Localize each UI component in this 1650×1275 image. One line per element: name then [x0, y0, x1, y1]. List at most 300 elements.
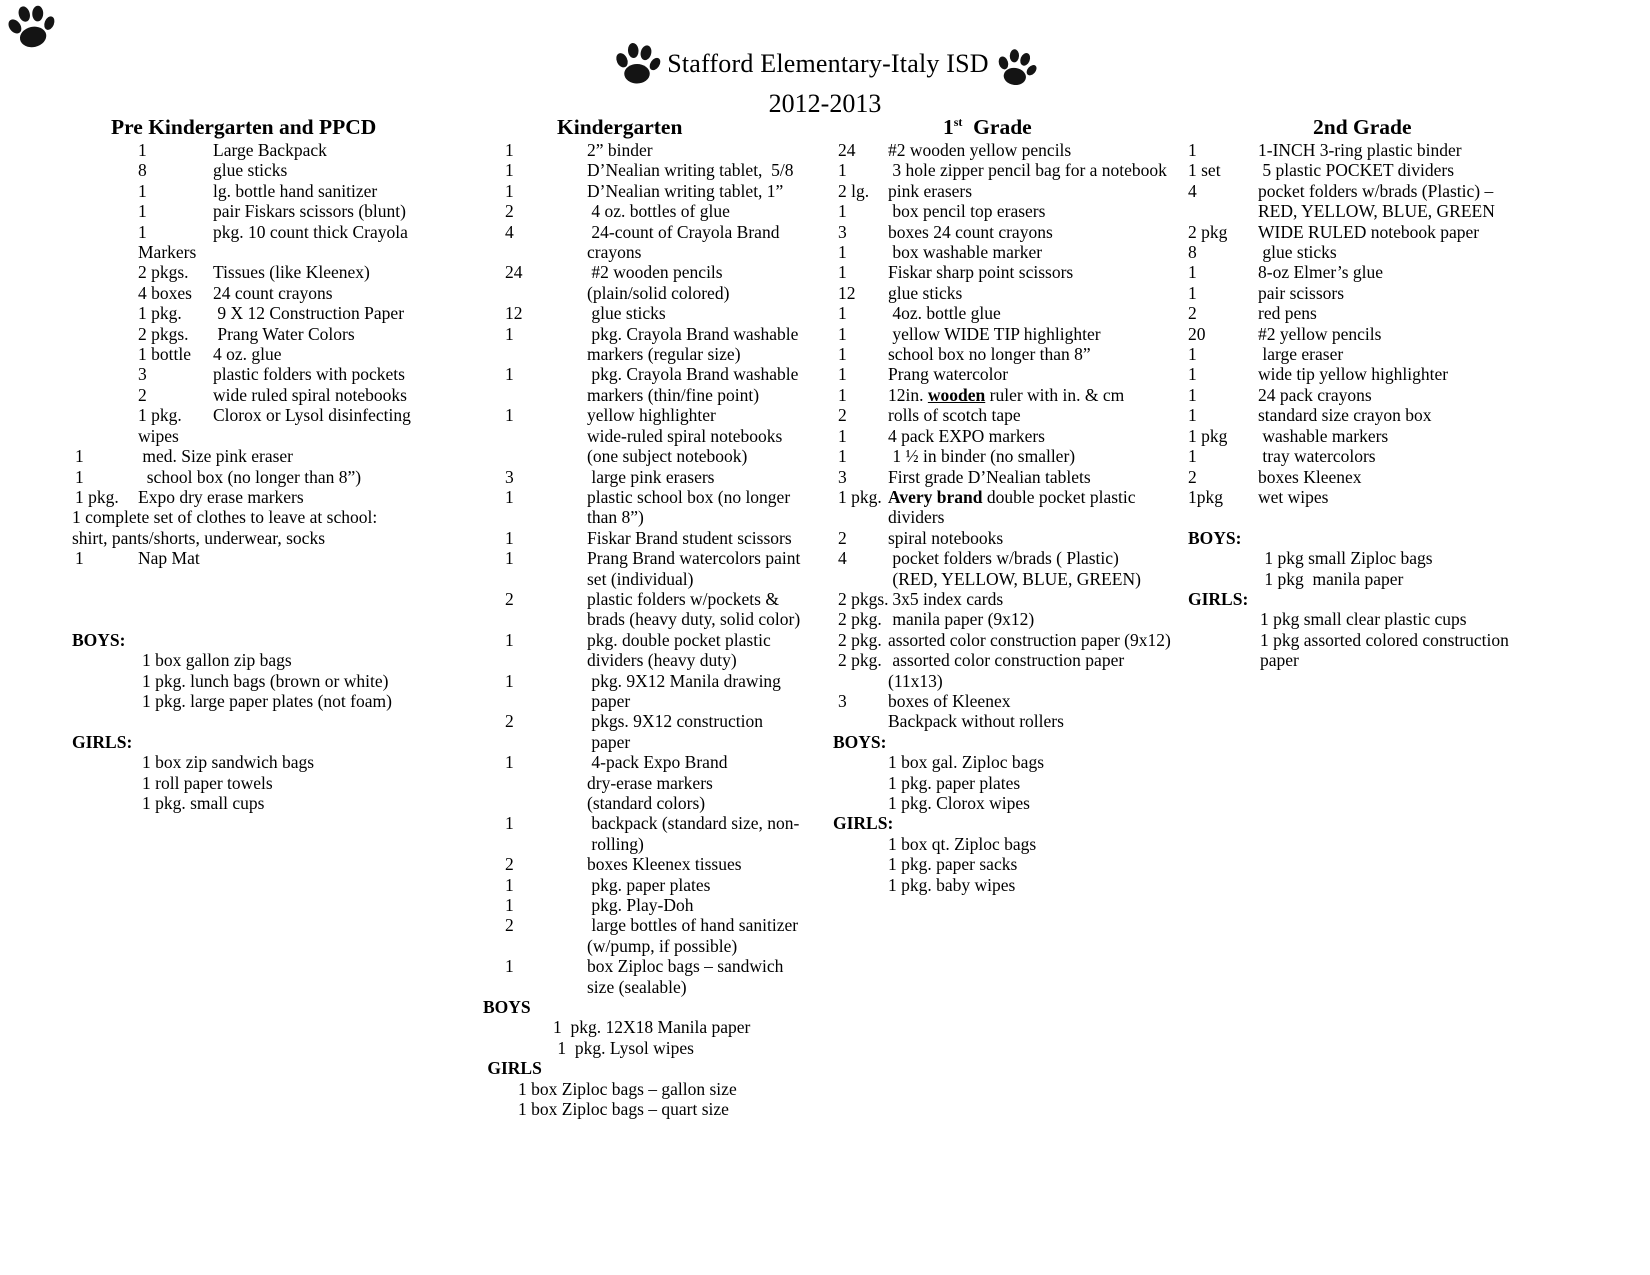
item-qty: 24 — [838, 140, 856, 160]
school-year: 2012-2013 — [768, 89, 882, 118]
item-desc: manila paper (9x12) — [888, 609, 1035, 630]
item-desc: wide-ruled spiral notebooks — [587, 425, 783, 446]
item-qty: 2 lg. — [838, 180, 870, 201]
column-header: Kindergarten — [557, 115, 683, 139]
item-qty: 1 — [1188, 262, 1197, 283]
item-qty: 2 — [838, 405, 847, 426]
list-item — [1188, 426, 1528, 446]
item-desc: pink erasers — [888, 180, 973, 201]
list-item — [483, 752, 863, 772]
item-continuation — [483, 426, 863, 446]
item-qty — [483, 650, 587, 670]
item-desc: crayons — [587, 242, 642, 263]
list-item — [483, 548, 863, 568]
list-item — [72, 222, 477, 242]
item-desc: pkg. 10 count thick Crayola — [213, 221, 408, 242]
spacer — [1188, 507, 1528, 527]
item-qty: 1 — [138, 180, 147, 201]
item-qty: 1 pkg. — [838, 486, 882, 507]
item-qty — [483, 385, 587, 405]
item-desc: rolls of scotch tape — [888, 405, 1021, 426]
column-1st-grade — [833, 115, 1228, 895]
item-desc: boxes Kleenex — [1258, 466, 1362, 487]
item-qty: 3 — [505, 466, 514, 487]
item-desc: 4oz. bottle glue — [888, 303, 1001, 324]
item-qty: 4 — [505, 221, 514, 242]
item-desc: (plain/solid colored) — [587, 282, 730, 303]
item-qty: 1 — [1188, 344, 1197, 365]
item-qty: 1 — [838, 364, 847, 385]
list-item — [1188, 303, 1528, 323]
list-item — [1188, 262, 1528, 282]
item-continuation — [483, 446, 863, 466]
section-label: BOYS: — [1188, 527, 1242, 548]
list-item — [1188, 181, 1528, 201]
item-qty: 1 — [505, 323, 514, 344]
item-desc: glue sticks — [587, 303, 666, 324]
item-desc: box Ziploc bags – sandwich — [587, 956, 784, 977]
item-desc: 4-pack Expo Brand — [587, 752, 728, 773]
item-qty: 1 — [1188, 364, 1197, 385]
item-desc: WIDE RULED notebook paper — [1258, 221, 1480, 242]
item-qty: 1 — [838, 303, 847, 324]
list-item — [72, 405, 477, 425]
item-desc: Prang watercolor — [888, 364, 1009, 385]
list-item — [483, 915, 863, 935]
item-qty: 3 — [838, 690, 847, 711]
item-desc: yellow WIDE TIP highlighter — [888, 323, 1101, 344]
item-qty: 1 — [505, 813, 514, 834]
list-item — [833, 160, 1228, 180]
item-desc: glue sticks — [888, 282, 963, 303]
item-continuation — [72, 426, 477, 446]
page-title: Stafford Elementary-Italy ISD — [667, 49, 989, 78]
item-desc: Avery brand double pocket plastic — [888, 486, 1136, 507]
item-qty — [483, 732, 587, 752]
section-label: BOYS — [483, 997, 531, 1018]
list-item — [833, 262, 1228, 282]
item-qty: 1 — [505, 160, 514, 181]
item-desc: washable markers — [1258, 425, 1389, 446]
list-item — [1188, 467, 1528, 487]
section-item: 1 pkg. Lysol wipes — [553, 1037, 694, 1058]
item-desc: Fiskar Brand student scissors — [587, 527, 792, 548]
list-item — [1188, 344, 1528, 364]
list-item — [1188, 283, 1528, 303]
list-text-line: shirt, pants/shorts, underwear, socks — [72, 527, 326, 548]
item-qty: 3 — [138, 364, 147, 385]
item-qty: 1 — [75, 446, 84, 467]
item-continuation — [483, 936, 863, 956]
item-qty: 1 pkg. — [138, 303, 182, 324]
item-desc: 1-INCH 3-ring plastic binder — [1258, 140, 1462, 160]
item-continuation — [483, 691, 863, 711]
item-qty: 2 pkgs. — [838, 588, 889, 609]
list-item — [1188, 160, 1528, 180]
list-item — [483, 303, 863, 323]
list-item — [833, 283, 1228, 303]
list-item — [483, 487, 863, 507]
item-qty: 1 — [505, 405, 514, 426]
item-desc: backpack (standard size, non- — [587, 813, 800, 834]
item-desc: 5 plastic POCKET dividers — [1258, 160, 1455, 181]
column-body — [1188, 140, 1528, 671]
list-item — [72, 262, 477, 282]
item-desc: 8-oz Elmer’s glue — [1258, 262, 1384, 283]
column-pre-kindergarten — [72, 115, 477, 813]
section-item: 1 pkg. lunch bags (brown or white) — [142, 670, 389, 691]
item-desc: pkg. Crayola Brand washable — [587, 323, 799, 344]
item-continuation — [1188, 201, 1528, 221]
item-continuation — [72, 242, 477, 262]
item-continuation — [483, 385, 863, 405]
item-continuation — [483, 344, 863, 364]
item-qty: 2 — [138, 384, 147, 405]
list-item — [1188, 385, 1528, 405]
list-item — [833, 589, 1228, 609]
item-qty — [483, 793, 587, 813]
item-qty: 2 — [505, 711, 514, 732]
list-item — [72, 385, 477, 405]
section-label: BOYS: — [833, 731, 887, 752]
item-qty: 1 — [838, 344, 847, 365]
item-qty: 1 — [505, 364, 514, 385]
item-qty: Markers — [138, 242, 197, 263]
item-continuation — [483, 773, 863, 793]
list-item — [483, 324, 863, 344]
item-desc: set (individual) — [587, 568, 694, 589]
item-desc: red pens — [1258, 303, 1317, 324]
item-continuation — [833, 569, 1228, 589]
item-qty: 12 — [838, 282, 856, 303]
list-item — [1188, 242, 1528, 262]
list-item — [833, 222, 1228, 242]
item-qty: 1 — [505, 180, 514, 201]
list-item — [833, 201, 1228, 221]
item-qty: 8 — [138, 160, 147, 181]
item-desc: dividers — [888, 507, 945, 528]
item-desc: (one subject notebook) — [587, 446, 748, 467]
item-continuation — [483, 977, 863, 997]
list-item — [483, 630, 863, 650]
item-desc: rolling) — [587, 833, 644, 854]
list-item — [483, 181, 863, 201]
item-desc: standard size crayon box — [1258, 405, 1432, 426]
item-desc: brads (heavy duty, solid color) — [587, 609, 801, 630]
list-item — [833, 364, 1228, 384]
item-desc: large eraser — [1258, 344, 1344, 365]
item-desc: 24 count crayons — [213, 282, 333, 303]
item-desc: 24-count of Crayola Brand — [587, 221, 780, 242]
item-qty: 2 pkg. — [838, 629, 882, 650]
list-item — [1188, 364, 1528, 384]
item-desc: Large Backpack — [213, 140, 327, 160]
item-qty — [483, 977, 587, 997]
section-item: 1 box qt. Ziploc bags — [888, 833, 1037, 854]
item-qty: 1 — [838, 384, 847, 405]
item-desc: 3x5 index cards — [888, 588, 1004, 609]
section-item: 1 pkg manila paper — [1260, 568, 1404, 589]
list-item — [833, 426, 1228, 446]
item-qty: 24 — [505, 262, 523, 283]
item-desc: paper — [587, 731, 631, 752]
list-item — [483, 262, 863, 282]
item-qty: 1pkg — [1188, 486, 1223, 507]
list-item — [483, 160, 863, 180]
item-desc: large bottles of hand sanitizer — [587, 915, 799, 936]
item-qty: 1 — [838, 242, 847, 263]
item-qty: 2 pkg. — [838, 650, 882, 671]
list-item — [833, 650, 1228, 670]
item-desc: pkg. Play-Doh — [587, 895, 694, 916]
list-item — [833, 385, 1228, 405]
item-desc: First grade D’Nealian tablets — [888, 466, 1091, 487]
list-item — [833, 548, 1228, 568]
item-qty: 20 — [1188, 323, 1206, 344]
item-desc: Backpack without rollers — [888, 711, 1064, 732]
list-item — [1188, 140, 1528, 160]
paw-print-icon — [613, 40, 661, 88]
list-item — [833, 609, 1228, 629]
list-item — [833, 324, 1228, 344]
list-item — [1188, 487, 1528, 507]
list-item — [1188, 324, 1528, 344]
list-item — [833, 528, 1228, 548]
item-desc: pkgs. 9X12 construction — [587, 711, 763, 732]
item-continuation — [483, 834, 863, 854]
item-qty: 12 — [505, 303, 523, 324]
item-desc: 3 hole zipper pencil bag for a notebook — [888, 160, 1167, 181]
item-qty: 4 boxes — [138, 282, 192, 303]
item-continuation — [483, 609, 863, 629]
item-qty: 2 pkg. — [838, 609, 882, 630]
item-qty: 1 — [838, 262, 847, 283]
section-item: 1 pkg. small cups — [142, 792, 265, 813]
item-qty: 2 — [1188, 466, 1197, 487]
list-item — [833, 303, 1228, 323]
item-qty — [483, 507, 587, 527]
item-desc: plastic folders with pockets — [213, 364, 405, 385]
paw-print-icon — [992, 44, 1039, 91]
list-item — [833, 140, 1228, 160]
item-desc: RED, YELLOW, BLUE, GREEN — [1258, 201, 1495, 222]
list-item — [72, 181, 477, 201]
list-item — [1188, 446, 1528, 466]
item-desc: 1 ½ in binder (no smaller) — [888, 446, 1076, 467]
list-item — [72, 140, 477, 160]
item-desc: boxes Kleenex tissues — [587, 854, 742, 875]
section-item: 1 box Ziploc bags – gallon size — [518, 1078, 737, 1099]
item-continuation — [483, 793, 863, 813]
item-desc: Clorox or Lysol disinfecting — [213, 405, 411, 426]
item-qty: 4 — [1188, 180, 1197, 201]
item-qty — [483, 609, 587, 629]
item-desc: yellow highlighter — [587, 405, 716, 426]
list-item — [483, 711, 863, 731]
list-item — [483, 895, 863, 915]
list-item — [72, 201, 477, 221]
section-item: 1 pkg assorted colored construction — [1260, 629, 1509, 650]
column-2nd-grade — [1188, 115, 1528, 671]
item-desc: paper — [587, 690, 631, 711]
item-desc: pkg. paper plates — [587, 874, 711, 895]
item-desc: D’Nealian writing tablet, 5/8 — [587, 160, 794, 181]
list-item — [483, 467, 863, 487]
item-qty: 1 — [838, 160, 847, 181]
list-item — [483, 364, 863, 384]
section-item: 1 box gal. Ziploc bags — [888, 752, 1045, 773]
item-qty — [833, 671, 888, 691]
item-desc: (RED, YELLOW, BLUE, GREEN) — [888, 568, 1141, 589]
item-desc: pocket folders w/brads (Plastic) – — [1258, 180, 1494, 201]
section-label: GIRLS: — [1188, 588, 1249, 609]
item-desc: wide ruled spiral notebooks — [213, 384, 407, 405]
item-desc: size (sealable) — [587, 976, 687, 997]
item-qty: 1 — [505, 140, 514, 160]
item-desc: 9 X 12 Construction Paper — [213, 303, 405, 324]
item-desc: assorted color construction paper — [888, 650, 1125, 671]
item-desc: box pencil top erasers — [888, 201, 1046, 222]
list-item — [833, 630, 1228, 650]
section-item: 1 pkg. paper plates — [888, 772, 1021, 793]
item-qty — [483, 569, 587, 589]
item-qty: 1 — [138, 221, 147, 242]
item-desc: dry-erase markers — [587, 772, 713, 793]
item-qty: 2 pkg — [1188, 221, 1228, 242]
section-item: 1 pkg small clear plastic cups — [1260, 609, 1467, 630]
list-item — [72, 364, 477, 384]
item-continuation — [483, 507, 863, 527]
item-qty: 1 pkg. — [138, 405, 182, 426]
item-desc: 12in. wooden ruler with in. & cm — [888, 384, 1125, 405]
item-qty: 2 pkgs. — [138, 262, 189, 283]
section-label: GIRLS — [483, 1058, 542, 1079]
section-label: BOYS: — [72, 629, 126, 650]
list-item — [72, 446, 477, 466]
list-item — [72, 467, 477, 487]
item-qty: 8 — [1188, 242, 1197, 263]
item-desc: pocket folders w/brads ( Plastic) — [888, 548, 1119, 569]
item-qty: 2 — [505, 915, 514, 936]
item-desc: plastic folders w/pockets & — [587, 588, 779, 609]
list-item — [483, 671, 863, 691]
list-item — [833, 344, 1228, 364]
section-item: 1 pkg. paper sacks — [888, 854, 1018, 875]
section-label: GIRLS: — [833, 813, 894, 834]
column-body — [483, 140, 863, 1120]
item-qty: 1 — [838, 446, 847, 467]
item-continuation — [483, 242, 863, 262]
section-item: 1 pkg. large paper plates (not foam) — [142, 690, 392, 711]
list-item — [72, 324, 477, 344]
item-desc: tray watercolors — [1258, 446, 1376, 467]
item-desc: Prang Brand watercolors paint — [587, 548, 801, 569]
list-item — [833, 446, 1228, 466]
item-qty: 3 — [838, 466, 847, 487]
item-continuation — [833, 671, 1228, 691]
item-desc: dividers (heavy duty) — [587, 650, 737, 671]
item-qty — [483, 936, 587, 956]
column-body — [833, 140, 1228, 895]
item-qty — [483, 283, 587, 303]
section-item: 1 box gallon zip bags — [142, 650, 292, 671]
item-qty: 2 pkgs. — [138, 323, 189, 344]
item-qty: 1 — [505, 956, 514, 977]
item-qty: 1 — [505, 752, 514, 773]
item-qty — [483, 773, 587, 793]
item-qty: 2 — [505, 854, 514, 875]
item-qty: 1 — [1188, 140, 1197, 160]
section-item: 1 box zip sandwich bags — [142, 752, 315, 773]
item-desc: D’Nealian writing tablet, 1” — [587, 180, 784, 201]
item-qty — [483, 344, 587, 364]
item-qty: 1 — [505, 670, 514, 691]
list-item — [833, 691, 1228, 711]
item-qty: 1 — [505, 895, 514, 916]
item-desc: (11x13) — [888, 670, 943, 691]
item-qty: 2 — [1188, 303, 1197, 324]
list-text-line: 1 complete set of clothes to leave at school: — [72, 507, 378, 528]
section-item: 1 box Ziploc bags – quart size — [518, 1099, 729, 1120]
item-qty: 1 pkg. — [75, 486, 119, 507]
list-item — [483, 201, 863, 221]
list-item — [72, 344, 477, 364]
item-qty — [483, 242, 587, 262]
list-item — [72, 283, 477, 303]
item-qty: 1 — [75, 466, 84, 487]
item-qty — [1188, 201, 1258, 221]
section-item: 1 pkg small Ziploc bags — [1260, 548, 1433, 569]
item-desc: 4 pack EXPO markers — [888, 425, 1045, 446]
item-qty: 1 — [505, 874, 514, 895]
list-item — [833, 181, 1228, 201]
item-qty: 1 — [505, 486, 514, 507]
list-item — [1188, 405, 1528, 425]
section-item: 1 pkg. Clorox wipes — [888, 793, 1030, 813]
item-qty: 4 — [838, 548, 847, 569]
item-qty: 1 — [838, 425, 847, 446]
item-desc: large pink erasers — [587, 466, 715, 487]
item-desc: lg. bottle hand sanitizer — [213, 180, 378, 201]
item-desc: spiral notebooks — [888, 527, 1004, 548]
spacer — [72, 711, 477, 731]
item-qty: 1 — [75, 548, 84, 569]
item-qty: 1 — [505, 548, 514, 569]
item-desc: boxes 24 count crayons — [888, 221, 1053, 242]
item-qty — [833, 507, 888, 527]
list-item — [483, 854, 863, 874]
item-desc: 24 pack crayons — [1258, 384, 1372, 405]
item-continuation — [833, 711, 1228, 731]
item-desc: pkg. Crayola Brand washable — [587, 364, 799, 385]
section-item: 1 pkg. baby wipes — [888, 874, 1016, 895]
item-desc: Expo dry erase markers — [138, 486, 304, 507]
item-desc: #2 yellow pencils — [1258, 323, 1382, 344]
list-item — [72, 548, 477, 568]
item-desc: wide tip yellow highlighter — [1258, 364, 1449, 385]
item-continuation — [483, 569, 863, 589]
item-desc: pair scissors — [1258, 282, 1345, 303]
item-desc: Prang Water Colors — [213, 323, 355, 344]
item-desc: Tissues (like Kleenex) — [213, 262, 370, 283]
item-desc: #2 wooden yellow pencils — [888, 140, 1072, 160]
list-item — [483, 875, 863, 895]
list-item — [72, 303, 477, 323]
item-desc: markers (thin/fine point) — [587, 384, 760, 405]
item-desc: markers (regular size) — [587, 344, 741, 365]
item-desc: school box no longer than 8” — [888, 344, 1091, 365]
list-item — [833, 467, 1228, 487]
